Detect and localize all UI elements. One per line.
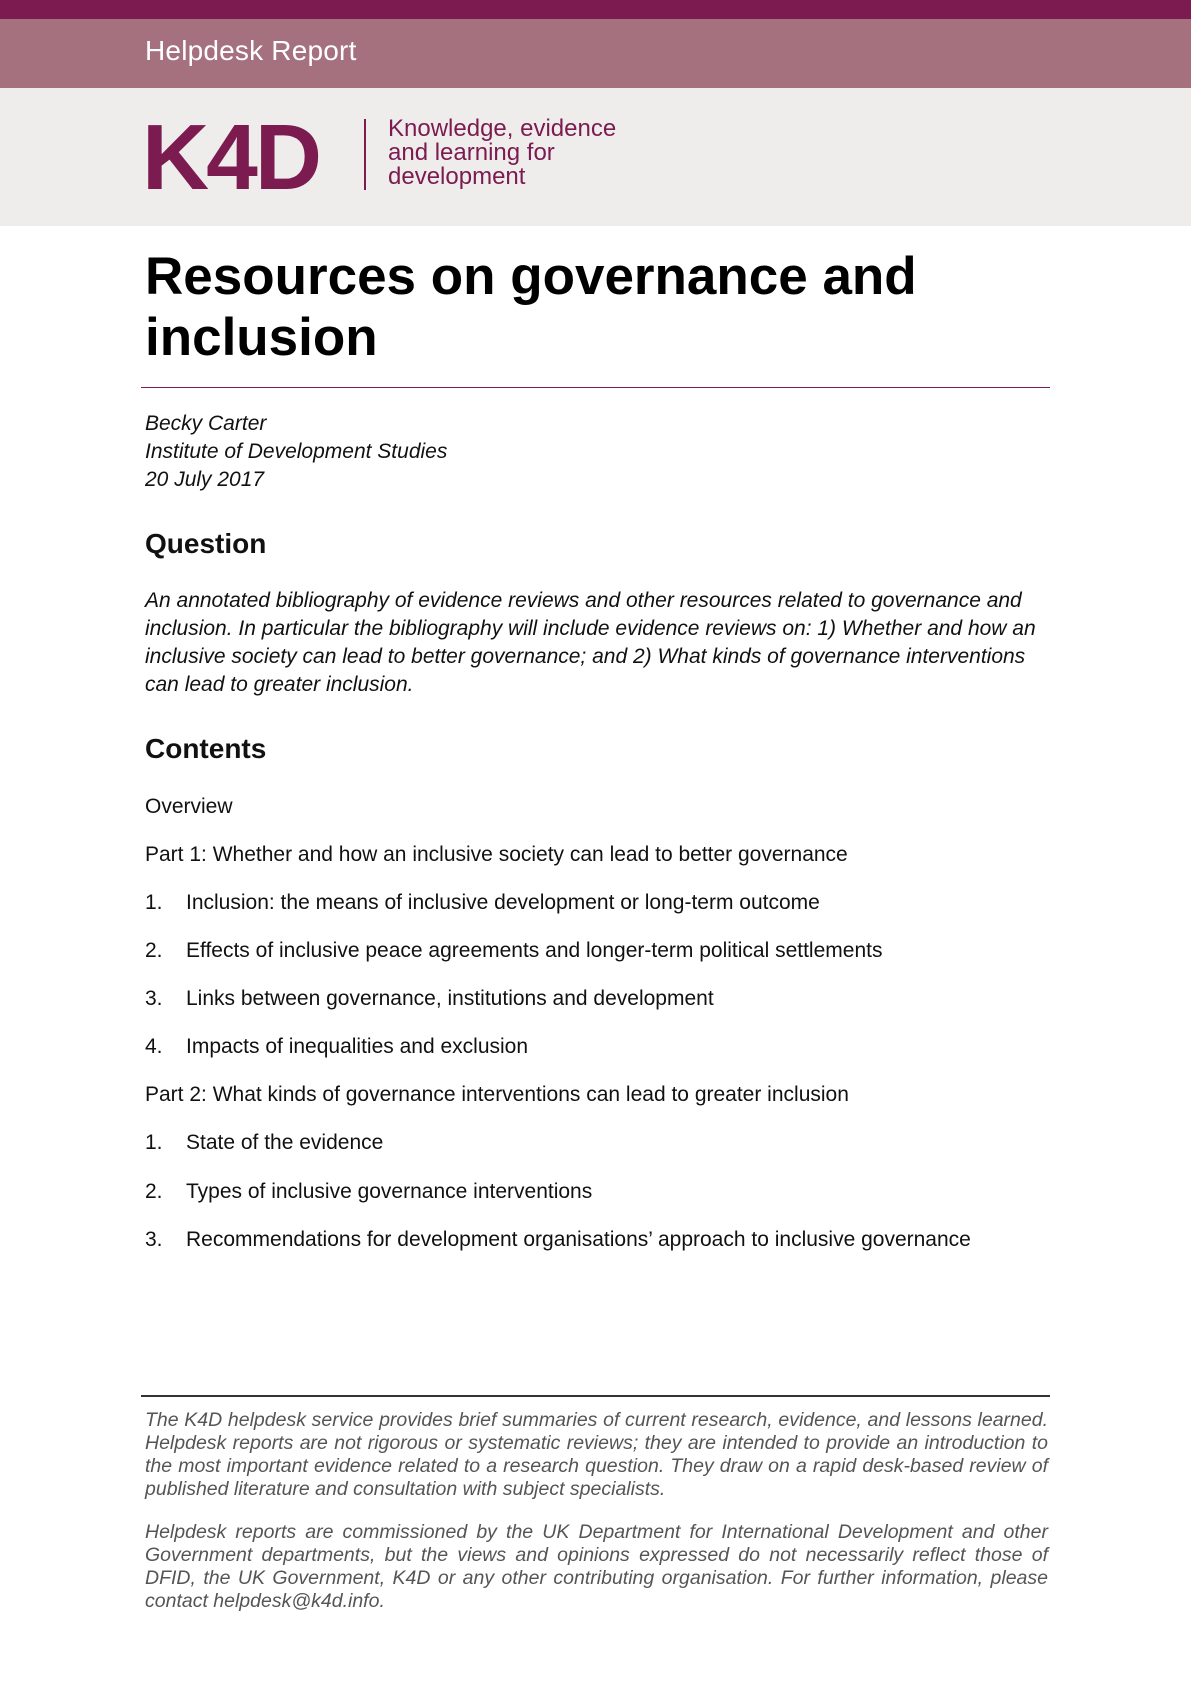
toc-item-number: 3. (145, 1228, 163, 1251)
toc-item-number: 1. (145, 1131, 163, 1154)
logo-divider (364, 119, 366, 190)
question-text: An annotated bibliography of evidence reviews and other resources related to governance and inclusion. In particular the bibliography will include evidence reviews on: 1) Whether and how an inclusive society can lead to better governance; and 2) What kinds of governance interventions can lead to greater inclusion. (145, 589, 1036, 696)
toc-item-text: Inclusion: the means of inclusive development or long-term outcome (186, 891, 820, 914)
publication-date: 20 July 2017 (145, 468, 265, 491)
logo-band (0, 88, 1191, 226)
toc-part1-label: Part 1: Whether and how an inclusive society can lead to better governance (145, 843, 848, 866)
author-institution: Institute of Development Studies (145, 440, 448, 463)
tagline-line-1: Knowledge, evidence (388, 115, 617, 142)
logo-tagline (388, 117, 616, 189)
toc-item-number: 2. (145, 1180, 163, 1203)
author-name: Becky Carter (145, 412, 267, 435)
document-title: Resources on governance and inclusion (145, 247, 917, 367)
k4d-logo: K4D (142, 105, 320, 209)
report-type-label: Helpdesk Report (145, 35, 357, 66)
toc-item-number: 3. (145, 987, 163, 1010)
toc-item-text: Types of inclusive governance interventions (186, 1180, 593, 1203)
toc-item-number: 1. (145, 891, 163, 914)
footer-divider (141, 1395, 1050, 1397)
toc-part2-label: Part 2: What kinds of governance interventions can lead to greater inclusion (145, 1083, 849, 1106)
contents-heading: Contents (145, 733, 267, 764)
toc-item-text: Effects of inclusive peace agreements and longer-term political settlements (186, 939, 883, 962)
report-type-band (0, 19, 1191, 88)
toc-overview-label: Overview (145, 795, 233, 818)
toc-item-text: State of the evidence (186, 1131, 384, 1154)
toc-item-text: Recommendations for development organisations’ approach to inclusive governance (186, 1228, 971, 1251)
toc-item-number: 2. (145, 939, 163, 962)
footer-disclaimer-1: The K4D helpdesk service provides brief summaries of current research, evidence, and lessons learned. Helpdesk reports are not rigorous or systematic reviews; they are intended to provide an introduction to the most important evidence related to a research question. They draw on a rapid desk-based review of published literature and consultation with subject specialists. (145, 1409, 1048, 1500)
author-block (145, 410, 447, 494)
title-divider (141, 387, 1050, 388)
toc-item-text: Links between governance, institutions and development (186, 987, 714, 1010)
footer-disclaimer-2: Helpdesk reports are commissioned by the UK Department for International Development and other Government departments, but the views and opinions expressed do not necessarily reflect those of DFID, the UK Government, K4D or any other contributing organisation. For further information, please contact helpdesk@k4d.info. (145, 1521, 1048, 1612)
toc-item-number: 4. (145, 1035, 163, 1058)
toc-item-text: Impacts of inequalities and exclusion (186, 1035, 529, 1058)
question-heading: Question (145, 528, 267, 559)
top-accent-strip (0, 0, 1191, 19)
tagline-line-3: development (388, 163, 526, 190)
tagline-line-2: and learning for (388, 139, 555, 166)
